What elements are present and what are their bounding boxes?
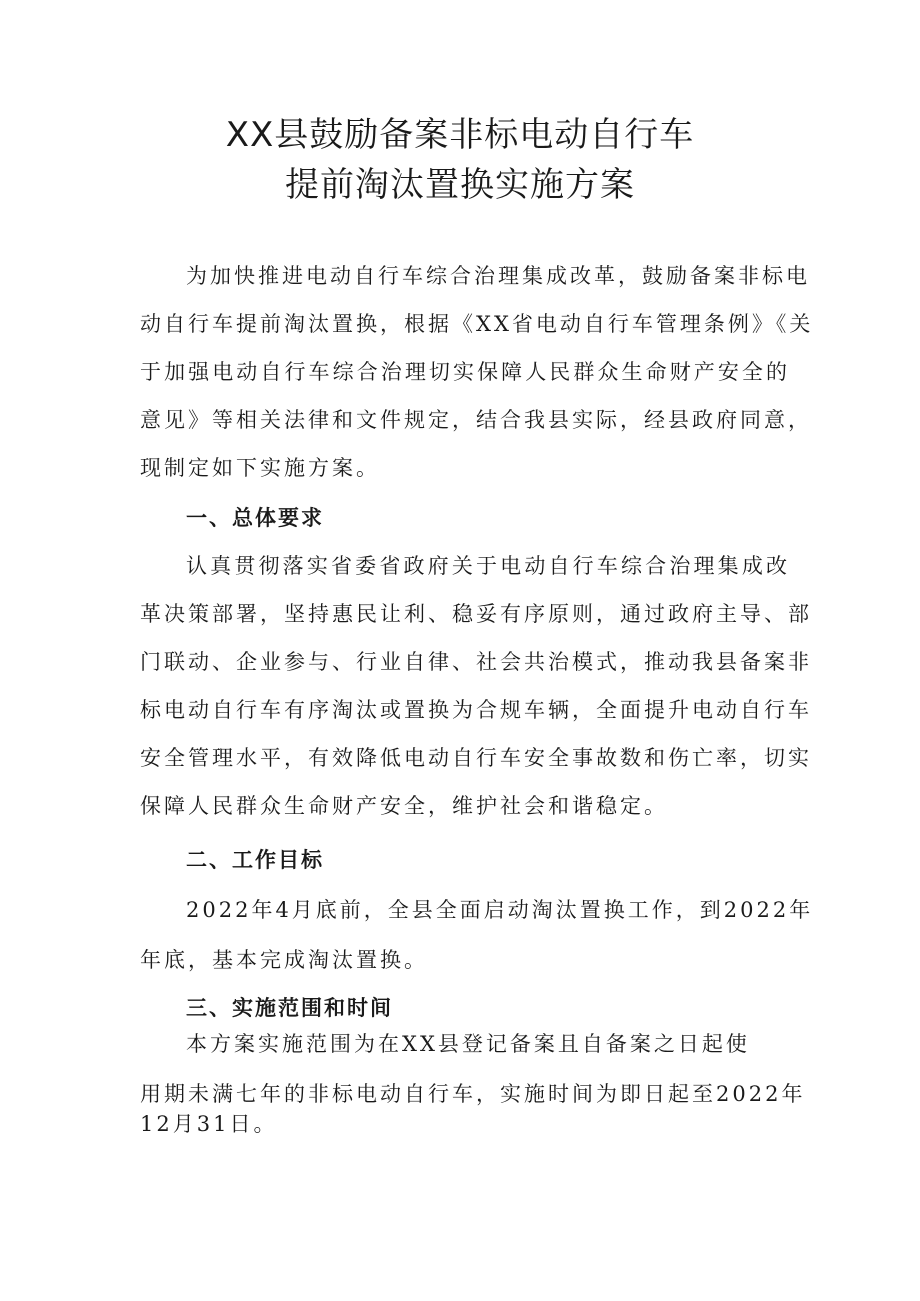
section-2-line-2: 年底，基本完成淘汰置换。 (140, 948, 428, 972)
section-3-line-3: 12月31日。 (140, 1112, 278, 1136)
intro-line-4: 意见》等相关法律和文件规定，结合我县实际，经县政府同意， (140, 408, 812, 432)
intro-line-5: 现制定如下实施方案。 (140, 456, 380, 480)
section-3-line-2: 用期未满七年的非标电动自行车，实施时间为即日起至2022年 (140, 1082, 806, 1106)
section-2-heading: 二、工作目标 (186, 848, 324, 872)
intro-line-3: 于加强电动自行车综合治理切实保障人民群众生命财产安全的 (140, 360, 790, 384)
document-title-line-2: 提前淘汰置换实施方案 (285, 165, 635, 205)
section-2-line-1: 2022年4月底前，全县全面启动淘汰置换工作，到2022年 (186, 898, 814, 922)
section-3-heading: 三、实施范围和时间 (186, 996, 393, 1020)
document-title-line-1: XX县鼓励备案非标电动自行车 (225, 115, 695, 155)
section-1-line-5: 安全管理水平，有效降低电动自行车安全事故数和伤亡率，切实 (140, 746, 812, 770)
intro-line-2: 动自行车提前淘汰置换，根据《XX省电动自行车管理条例》《关 (140, 312, 814, 336)
section-1-line-4: 标电动自行车有序淘汰或置换为合规车辆，全面提升电动自行车 (140, 698, 812, 722)
section-1-line-2: 革决策部署，坚持惠民让利、稳妥有序原则，通过政府主导、部 (140, 602, 812, 626)
section-1-line-6: 保障人民群众生命财产安全，维护社会和谐稳定。 (140, 794, 668, 818)
section-3-line-1: 本方案实施范围为在XX县登记备案且自备案之日起使 (186, 1032, 750, 1056)
section-1-heading: 一、总体要求 (186, 506, 324, 530)
section-1-line-3: 门联动、企业参与、行业自律、社会共治模式，推动我县备案非 (140, 650, 812, 674)
intro-line-1: 为加快推进电动自行车综合治理集成改革，鼓励备案非标电 (186, 264, 810, 288)
section-1-line-1: 认真贯彻落实省委省政府关于电动自行车综合治理集成改 (186, 554, 790, 578)
